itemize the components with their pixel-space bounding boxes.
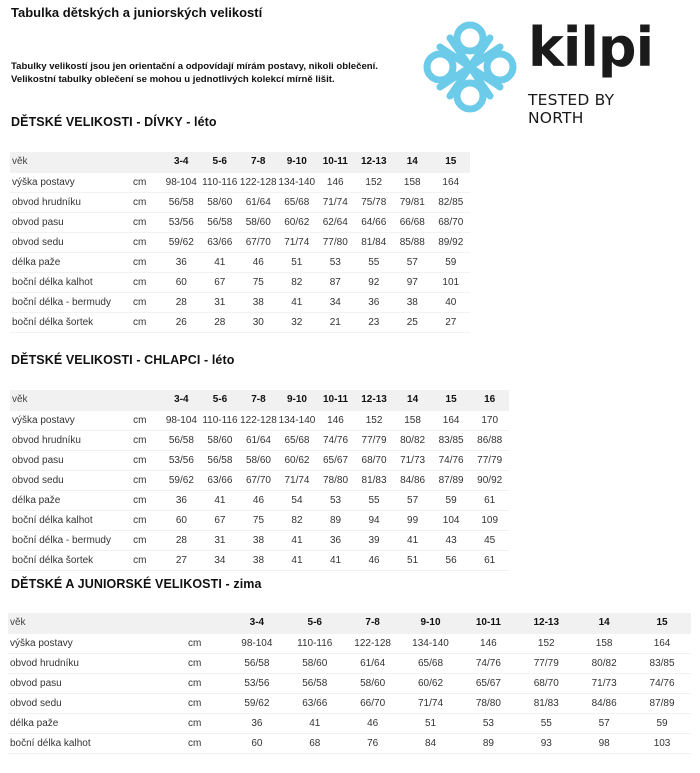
measurement-cell: 30 bbox=[239, 312, 278, 332]
measurement-cell: 158 bbox=[393, 172, 432, 192]
table-row bbox=[10, 212, 470, 232]
measurement-cell: 71/74 bbox=[316, 192, 355, 212]
measurement-cell: 41 bbox=[393, 530, 432, 550]
measurement-cell: 46 bbox=[239, 490, 278, 510]
header-label: věk bbox=[10, 152, 133, 172]
size-header: 7-8 bbox=[344, 613, 402, 633]
measurement-cell: 67/70 bbox=[239, 470, 278, 490]
row-label: obvod pasu bbox=[10, 450, 133, 470]
measurement-cell: 122-128 bbox=[239, 410, 278, 430]
row-label: obvod pasu bbox=[10, 212, 133, 232]
size-header: 12-13 bbox=[517, 613, 575, 633]
table-row bbox=[10, 272, 470, 292]
measurement-cell: 58/60 bbox=[201, 192, 240, 212]
measurement-cell: 38 bbox=[239, 550, 278, 570]
measurement-cell: 41 bbox=[316, 550, 355, 570]
size-header: 14 bbox=[393, 390, 432, 410]
measurement-cell: 90/92 bbox=[470, 470, 509, 490]
measurement-cell: 103 bbox=[633, 733, 691, 753]
measurement-cell: 87 bbox=[316, 272, 355, 292]
measurement-cell: 54 bbox=[278, 490, 317, 510]
row-unit: cm bbox=[133, 450, 162, 470]
measurement-cell: 41 bbox=[201, 252, 240, 272]
measurement-cell: 164 bbox=[432, 172, 471, 192]
row-label: boční délka šortek bbox=[10, 312, 133, 332]
measurement-cell: 146 bbox=[316, 172, 355, 192]
measurement-cell: 82 bbox=[278, 510, 317, 530]
measurement-cell: 122-128 bbox=[239, 172, 278, 192]
size-header: 10-11 bbox=[316, 152, 355, 172]
measurement-cell: 38 bbox=[239, 292, 278, 312]
table-row bbox=[10, 192, 470, 212]
header-label: věk bbox=[8, 613, 188, 633]
measurement-cell: 66/68 bbox=[393, 212, 432, 232]
row-unit: cm bbox=[133, 252, 162, 272]
measurement-cell: 152 bbox=[355, 410, 394, 430]
measurement-cell: 80/82 bbox=[575, 653, 633, 673]
brand-wordmark: kilpi bbox=[528, 16, 654, 79]
measurement-cell: 45 bbox=[470, 530, 509, 550]
row-unit: cm bbox=[133, 172, 162, 192]
measurement-cell: 68/70 bbox=[517, 673, 575, 693]
table-row bbox=[10, 172, 470, 192]
measurement-cell: 58/60 bbox=[201, 430, 240, 450]
size-header: 3-4 bbox=[228, 613, 286, 633]
size-header: 15 bbox=[432, 390, 471, 410]
measurement-cell: 146 bbox=[316, 410, 355, 430]
measurement-cell: 75 bbox=[239, 272, 278, 292]
measurement-cell: 71/73 bbox=[575, 673, 633, 693]
row-unit: cm bbox=[188, 673, 228, 693]
row-unit: cm bbox=[188, 713, 228, 733]
table-row bbox=[10, 232, 470, 252]
measurement-cell: 21 bbox=[316, 312, 355, 332]
measurement-cell: 158 bbox=[575, 633, 633, 653]
measurement-cell: 89/92 bbox=[432, 232, 471, 252]
measurement-cell: 92 bbox=[355, 272, 394, 292]
measurement-cell: 87/89 bbox=[432, 470, 471, 490]
measurement-cell: 56/58 bbox=[201, 212, 240, 232]
table-row bbox=[10, 410, 509, 430]
row-label: boční délka kalhot bbox=[8, 733, 188, 753]
row-label: délka paže bbox=[10, 252, 133, 272]
measurement-cell: 43 bbox=[432, 530, 471, 550]
measurement-cell: 61/64 bbox=[239, 430, 278, 450]
measurement-cell: 36 bbox=[228, 713, 286, 733]
measurement-cell: 61/64 bbox=[344, 653, 402, 673]
measurement-cell: 53 bbox=[459, 713, 517, 733]
measurement-cell: 93 bbox=[517, 733, 575, 753]
header-unit-cell bbox=[133, 152, 162, 172]
row-unit: cm bbox=[188, 693, 228, 713]
measurement-cell: 60 bbox=[162, 510, 201, 530]
measurement-cell: 98-104 bbox=[228, 633, 286, 653]
measurement-cell: 74/76 bbox=[459, 653, 517, 673]
size-header: 5-6 bbox=[201, 390, 240, 410]
measurement-cell: 76 bbox=[344, 733, 402, 753]
measurement-cell: 55 bbox=[355, 490, 394, 510]
measurement-cell: 89 bbox=[459, 733, 517, 753]
measurement-cell: 56 bbox=[432, 550, 471, 570]
measurement-cell: 51 bbox=[402, 713, 460, 733]
size-header: 16 bbox=[470, 390, 509, 410]
measurement-cell: 56/58 bbox=[201, 450, 240, 470]
measurement-cell: 134-140 bbox=[402, 633, 460, 653]
table-row bbox=[10, 490, 509, 510]
measurement-cell: 59 bbox=[633, 713, 691, 733]
measurement-cell: 59/62 bbox=[228, 693, 286, 713]
row-label: obvod sedu bbox=[10, 470, 133, 490]
measurement-cell: 77/79 bbox=[355, 430, 394, 450]
measurement-cell: 68 bbox=[286, 733, 344, 753]
measurement-cell: 98-104 bbox=[162, 172, 201, 192]
measurement-cell: 98 bbox=[575, 733, 633, 753]
measurement-cell: 67/70 bbox=[239, 232, 278, 252]
measurement-cell: 80/82 bbox=[393, 430, 432, 450]
size-header: 9-10 bbox=[278, 390, 317, 410]
measurement-cell: 32 bbox=[278, 312, 317, 332]
measurement-cell: 75/78 bbox=[355, 192, 394, 212]
measurement-cell: 26 bbox=[162, 312, 201, 332]
measurement-cell: 152 bbox=[517, 633, 575, 653]
header-label: věk bbox=[10, 390, 133, 410]
intro-line-2: Velikostní tabulky oblečení se mohou u jednotlivých kolekcí mírně lišit. bbox=[11, 73, 335, 85]
table-row bbox=[10, 430, 509, 450]
measurement-cell: 78/80 bbox=[316, 470, 355, 490]
measurement-cell: 64/66 bbox=[355, 212, 394, 232]
measurement-cell: 27 bbox=[162, 550, 201, 570]
measurement-cell: 55 bbox=[355, 252, 394, 272]
table-header-row bbox=[10, 152, 470, 172]
measurement-cell: 31 bbox=[201, 530, 240, 550]
measurement-cell: 84/86 bbox=[575, 693, 633, 713]
size-header: 14 bbox=[393, 152, 432, 172]
measurement-cell: 97 bbox=[393, 272, 432, 292]
measurement-cell: 61 bbox=[470, 550, 509, 570]
row-unit: cm bbox=[133, 530, 162, 550]
measurement-cell: 36 bbox=[162, 490, 201, 510]
measurement-cell: 58/60 bbox=[239, 212, 278, 232]
measurement-cell: 99 bbox=[393, 510, 432, 530]
measurement-cell: 46 bbox=[355, 550, 394, 570]
brand-logo bbox=[418, 16, 668, 127]
row-unit: cm bbox=[133, 410, 162, 430]
measurement-cell: 77/79 bbox=[470, 450, 509, 470]
measurement-cell: 74/76 bbox=[633, 673, 691, 693]
table-row bbox=[10, 470, 509, 490]
row-label: výška postavy bbox=[8, 633, 188, 653]
row-label: obvod hrudníku bbox=[8, 653, 188, 673]
measurement-cell: 53 bbox=[316, 490, 355, 510]
row-unit: cm bbox=[133, 232, 162, 252]
measurement-cell: 164 bbox=[633, 633, 691, 653]
measurement-cell: 51 bbox=[393, 550, 432, 570]
measurement-cell: 61/64 bbox=[239, 192, 278, 212]
row-unit: cm bbox=[188, 633, 228, 653]
row-unit: cm bbox=[133, 192, 162, 212]
table-row bbox=[8, 713, 691, 733]
size-header: 9-10 bbox=[402, 613, 460, 633]
knot-logo-icon bbox=[420, 18, 520, 116]
measurement-cell: 89 bbox=[316, 510, 355, 530]
measurement-cell: 39 bbox=[355, 530, 394, 550]
row-label: obvod pasu bbox=[8, 673, 188, 693]
header-unit-cell bbox=[188, 613, 228, 633]
measurement-cell: 53/56 bbox=[162, 212, 201, 232]
row-unit: cm bbox=[133, 312, 162, 332]
measurement-cell: 60 bbox=[162, 272, 201, 292]
measurement-cell: 68/70 bbox=[432, 212, 471, 232]
measurement-cell: 34 bbox=[316, 292, 355, 312]
size-header: 15 bbox=[432, 152, 471, 172]
measurement-cell: 53/56 bbox=[162, 450, 201, 470]
measurement-cell: 82 bbox=[278, 272, 317, 292]
measurement-cell: 23 bbox=[355, 312, 394, 332]
table-row bbox=[10, 530, 509, 550]
measurement-cell: 158 bbox=[393, 410, 432, 430]
row-unit: cm bbox=[133, 510, 162, 530]
measurement-cell: 59 bbox=[432, 490, 471, 510]
header-unit-cell bbox=[133, 390, 162, 410]
measurement-cell: 110-116 bbox=[201, 172, 240, 192]
size-header: 5-6 bbox=[201, 152, 240, 172]
table-header-row bbox=[8, 613, 691, 633]
measurement-cell: 83/85 bbox=[432, 430, 471, 450]
size-header: 5-6 bbox=[286, 613, 344, 633]
measurement-cell: 68/70 bbox=[355, 450, 394, 470]
measurement-cell: 98-104 bbox=[162, 410, 201, 430]
measurement-cell: 40 bbox=[432, 292, 471, 312]
size-header: 3-4 bbox=[162, 390, 201, 410]
size-table-boys-summer bbox=[10, 390, 509, 571]
measurement-cell: 62/64 bbox=[316, 212, 355, 232]
intro-line-1: Tabulky velikostí jsou jen orientační a odpovídají mírám postavy, nikoli oblečení. bbox=[11, 61, 378, 72]
size-header: 15 bbox=[633, 613, 691, 633]
measurement-cell: 28 bbox=[201, 312, 240, 332]
measurement-cell: 152 bbox=[355, 172, 394, 192]
measurement-cell: 77/79 bbox=[517, 653, 575, 673]
size-table-girls-summer bbox=[10, 152, 470, 333]
measurement-cell: 53 bbox=[316, 252, 355, 272]
measurement-cell: 65/67 bbox=[459, 673, 517, 693]
measurement-cell: 122-128 bbox=[344, 633, 402, 653]
measurement-cell: 41 bbox=[286, 713, 344, 733]
measurement-cell: 77/80 bbox=[316, 232, 355, 252]
measurement-cell: 82/85 bbox=[432, 192, 471, 212]
size-header: 14 bbox=[575, 613, 633, 633]
row-label: délka paže bbox=[10, 490, 133, 510]
measurement-cell: 59/62 bbox=[162, 232, 201, 252]
measurement-cell: 25 bbox=[393, 312, 432, 332]
measurement-cell: 63/66 bbox=[201, 232, 240, 252]
measurement-cell: 86/88 bbox=[470, 430, 509, 450]
table-row bbox=[10, 550, 509, 570]
measurement-cell: 65/67 bbox=[316, 450, 355, 470]
table-row bbox=[8, 693, 691, 713]
measurement-cell: 63/66 bbox=[286, 693, 344, 713]
section-title-boys-summer: DĚTSKÉ VELIKOSTI - CHLAPCI - léto bbox=[11, 353, 235, 367]
measurement-cell: 27 bbox=[432, 312, 471, 332]
measurement-cell: 164 bbox=[432, 410, 471, 430]
measurement-cell: 65/68 bbox=[278, 430, 317, 450]
measurement-cell: 83/85 bbox=[633, 653, 691, 673]
measurement-cell: 81/83 bbox=[355, 470, 394, 490]
row-label: boční délka kalhot bbox=[10, 510, 133, 530]
measurement-cell: 58/60 bbox=[344, 673, 402, 693]
measurement-cell: 94 bbox=[355, 510, 394, 530]
measurement-cell: 101 bbox=[432, 272, 471, 292]
table-row bbox=[10, 252, 470, 272]
measurement-cell: 58/60 bbox=[286, 653, 344, 673]
measurement-cell: 36 bbox=[162, 252, 201, 272]
measurement-cell: 65/68 bbox=[402, 653, 460, 673]
row-unit: cm bbox=[133, 470, 162, 490]
table-row bbox=[8, 633, 691, 653]
intro-text bbox=[11, 61, 378, 86]
size-header: 12-13 bbox=[355, 152, 394, 172]
measurement-cell: 110-116 bbox=[201, 410, 240, 430]
measurement-cell: 78/80 bbox=[459, 693, 517, 713]
measurement-cell: 84/86 bbox=[393, 470, 432, 490]
row-unit: cm bbox=[133, 490, 162, 510]
size-header: 12-13 bbox=[355, 390, 394, 410]
measurement-cell: 79/81 bbox=[393, 192, 432, 212]
measurement-cell: 56/58 bbox=[162, 192, 201, 212]
row-label: délka paže bbox=[8, 713, 188, 733]
table-header-row bbox=[10, 390, 509, 410]
table-row bbox=[8, 653, 691, 673]
row-label: obvod sedu bbox=[8, 693, 188, 713]
size-header: 9-10 bbox=[278, 152, 317, 172]
measurement-cell: 56/58 bbox=[162, 430, 201, 450]
measurement-cell: 46 bbox=[344, 713, 402, 733]
measurement-cell: 38 bbox=[393, 292, 432, 312]
measurement-cell: 28 bbox=[162, 292, 201, 312]
measurement-cell: 66/70 bbox=[344, 693, 402, 713]
size-header: 10-11 bbox=[316, 390, 355, 410]
measurement-cell: 146 bbox=[459, 633, 517, 653]
row-label: obvod hrudníku bbox=[10, 430, 133, 450]
measurement-cell: 59/62 bbox=[162, 470, 201, 490]
measurement-cell: 67 bbox=[201, 510, 240, 530]
measurement-cell: 85/88 bbox=[393, 232, 432, 252]
measurement-cell: 75 bbox=[239, 510, 278, 530]
measurement-cell: 59 bbox=[432, 252, 471, 272]
row-unit: cm bbox=[188, 653, 228, 673]
measurement-cell: 61 bbox=[470, 490, 509, 510]
section-title-girls-summer: DĚTSKÉ VELIKOSTI - DÍVKY - léto bbox=[11, 115, 217, 129]
brand-tagline: TESTED BY NORTH bbox=[528, 91, 615, 127]
measurement-cell: 87/89 bbox=[633, 693, 691, 713]
measurement-cell: 41 bbox=[278, 292, 317, 312]
table-row bbox=[10, 312, 470, 332]
measurement-cell: 28 bbox=[162, 530, 201, 550]
row-unit: cm bbox=[133, 550, 162, 570]
measurement-cell: 57 bbox=[393, 252, 432, 272]
measurement-cell: 134-140 bbox=[278, 410, 317, 430]
measurement-cell: 63/66 bbox=[201, 470, 240, 490]
row-label: boční délka kalhot bbox=[10, 272, 133, 292]
measurement-cell: 60/62 bbox=[402, 673, 460, 693]
measurement-cell: 81/83 bbox=[517, 693, 575, 713]
measurement-cell: 60/62 bbox=[278, 450, 317, 470]
row-label: obvod hrudníku bbox=[10, 192, 133, 212]
section-title-winter: DĚTSKÉ A JUNIORSKÉ VELIKOSTI - zima bbox=[11, 577, 262, 591]
measurement-cell: 170 bbox=[470, 410, 509, 430]
measurement-cell: 38 bbox=[239, 530, 278, 550]
measurement-cell: 84 bbox=[402, 733, 460, 753]
measurement-cell: 51 bbox=[278, 252, 317, 272]
measurement-cell: 56/58 bbox=[286, 673, 344, 693]
measurement-cell: 74/76 bbox=[432, 450, 471, 470]
measurement-cell: 71/73 bbox=[393, 450, 432, 470]
table-row bbox=[8, 673, 691, 693]
row-label: výška postavy bbox=[10, 172, 133, 192]
row-unit: cm bbox=[188, 733, 228, 753]
measurement-cell: 46 bbox=[239, 252, 278, 272]
row-label: obvod sedu bbox=[10, 232, 133, 252]
table-row bbox=[8, 733, 691, 753]
page-title: Tabulka dětských a juniorských velikostí bbox=[11, 5, 263, 20]
size-header: 3-4 bbox=[162, 152, 201, 172]
measurement-cell: 71/74 bbox=[402, 693, 460, 713]
measurement-cell: 41 bbox=[278, 530, 317, 550]
row-label: boční délka šortek bbox=[10, 550, 133, 570]
size-header: 10-11 bbox=[459, 613, 517, 633]
measurement-cell: 41 bbox=[278, 550, 317, 570]
row-label: boční délka - bermudy bbox=[10, 292, 133, 312]
measurement-cell: 71/74 bbox=[278, 470, 317, 490]
measurement-cell: 74/76 bbox=[316, 430, 355, 450]
table-row bbox=[10, 510, 509, 530]
measurement-cell: 104 bbox=[432, 510, 471, 530]
measurement-cell: 41 bbox=[201, 490, 240, 510]
measurement-cell: 110-116 bbox=[286, 633, 344, 653]
size-table-winter bbox=[8, 613, 691, 754]
row-unit: cm bbox=[133, 292, 162, 312]
measurement-cell: 109 bbox=[470, 510, 509, 530]
row-label: výška postavy bbox=[10, 410, 133, 430]
row-unit: cm bbox=[133, 212, 162, 232]
measurement-cell: 36 bbox=[316, 530, 355, 550]
size-header: 7-8 bbox=[239, 390, 278, 410]
row-label: boční délka - bermudy bbox=[10, 530, 133, 550]
measurement-cell: 56/58 bbox=[228, 653, 286, 673]
measurement-cell: 60/62 bbox=[278, 212, 317, 232]
measurement-cell: 67 bbox=[201, 272, 240, 292]
row-unit: cm bbox=[133, 272, 162, 292]
measurement-cell: 134-140 bbox=[278, 172, 317, 192]
measurement-cell: 53/56 bbox=[228, 673, 286, 693]
measurement-cell: 57 bbox=[575, 713, 633, 733]
measurement-cell: 60 bbox=[228, 733, 286, 753]
measurement-cell: 36 bbox=[355, 292, 394, 312]
table-row bbox=[10, 450, 509, 470]
measurement-cell: 34 bbox=[201, 550, 240, 570]
row-unit: cm bbox=[133, 430, 162, 450]
table-row bbox=[10, 292, 470, 312]
measurement-cell: 71/74 bbox=[278, 232, 317, 252]
measurement-cell: 31 bbox=[201, 292, 240, 312]
measurement-cell: 81/84 bbox=[355, 232, 394, 252]
size-header: 7-8 bbox=[239, 152, 278, 172]
measurement-cell: 55 bbox=[517, 713, 575, 733]
measurement-cell: 65/68 bbox=[278, 192, 317, 212]
measurement-cell: 57 bbox=[393, 490, 432, 510]
measurement-cell: 58/60 bbox=[239, 450, 278, 470]
